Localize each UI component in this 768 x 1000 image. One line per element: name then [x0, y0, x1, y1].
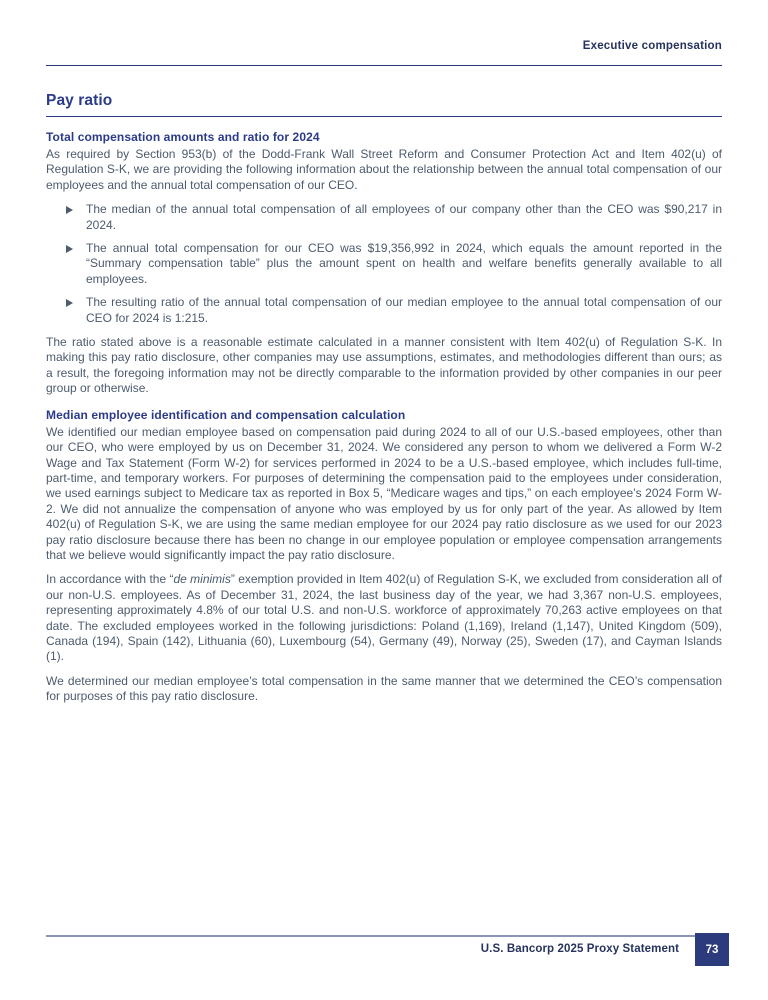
footer-rule [46, 935, 695, 937]
paragraph-ratio-estimate: The ratio stated above is a reasonable estimate calculated in a manner consistent with Item 402(u) of Regulation S-K. In making this pay ratio disclosure, other companies may use assumptions, estimates, and methodologies different than ours; as a result, the foregoing information may not be directly comparable to the information provided by other companies in our peer group or otherwise. [46, 335, 722, 396]
page-number-badge [695, 933, 729, 966]
running-header [46, 36, 722, 66]
paragraph-segment: In accordance with the “ [46, 572, 174, 587]
bullet-text-ceo-compensation: The annual total compensation for our CEO was $19,356,992 in 2024, which equals the amount reported in the “Summary compensation table” plus the amount spent on health and welfare benefits generally available to all employees. [86, 241, 722, 286]
bullet-text-resulting-ratio: The resulting ratio of the annual total compensation of our median employee to the annual total compensation of our CEO for 2024 is 1:215. [86, 295, 722, 325]
page-title: Pay ratio [46, 92, 722, 117]
paragraph-segment-italic: de minimis [173, 572, 231, 587]
list-item [66, 241, 722, 287]
paragraph-de-minimis [46, 572, 722, 664]
paragraph-median-identification: We identified our median employee based on compensation paid during 2024 to all of our U.S.-based employees, other than our CEO, who were employed by us on December 31, 2024. We considered any person to whom we delivered a Form W-2 Wage and Tax Statement (Form W-2) for services performed in 2024 to be a U.S.-based employee, which includes full-time, part-time, and temporary workers. For purposes of determining the compensation paid to the employees under consideration, we used earnings subject to Medicare tax as reported in Box 5, “Medicare wages and tips,” on each employee’s 2024 Form W-2. We did not annualize the compensation of anyone who was employed by us for only part of the year. As allowed by Item 402(u) of Regulation S-K, we are using the same median employee for our 2024 pay ratio disclosure as we used for our 2023 pay ratio disclosure because there has been no change in our employee population or employee compensation arrangements that we believe would significantly impact the pay ratio disclosure. [46, 424, 722, 562]
page-content [0, 36, 768, 705]
bullet-list [46, 202, 722, 326]
running-header-label: Executive compensation [582, 40, 722, 52]
page-number: 73 [705, 943, 719, 956]
triangle-right-icon [66, 202, 86, 233]
list-item [66, 295, 722, 326]
subsection-heading-median-employee: Median employee identification and compensation calculation [46, 407, 406, 422]
triangle-right-icon [66, 295, 86, 326]
paragraph-determination: We determined our median employee’s total compensation in the same manner that we determined the CEO’s compensation for purposes of this pay ratio disclosure. [46, 673, 722, 704]
triangle-right-icon [66, 241, 86, 287]
footer-document-title: U.S. Bancorp 2025 Proxy Statement [480, 943, 679, 955]
page-footer [46, 933, 729, 967]
bullet-text-median-compensation: The median of the annual total compensation of all employees of our company other than the CEO was $90,217 in 2024. [86, 202, 722, 232]
subsection-heading-total-compensation: Total compensation amounts and ratio for 2024 [46, 130, 320, 144]
paragraph-segment: ” exemption provided in Item 402(u) of Regulation S-K, we excluded from consideration all of our non-U.S. employees. As of December 31, 2024, the last business day of the year, we had 3,367 non-U.S. employees, representing approximately 4.8% of our total U.S. and non-U.S. workforce of approximately 70,263 active employees on that date. The excluded employees worked in the following jurisdictions: Poland (1,169), Ireland (1,147), United Kingdom (509), Canada (194), Spain (142), Lithuania (60), Luxembourg (54), Germany (49), Norway (25), Sweden (17), and Cayman Islands (1). [46, 572, 722, 664]
list-item [66, 202, 722, 233]
paragraph-intro: As required by Section 953(b) of the Dodd-Frank Wall Street Reform and Consumer Protection Act and Item 402(u) of Regulation S-K, we are providing the following information about the relationship between the annual total compensation of our employees and the annual total compensation of our CEO. [46, 147, 722, 192]
